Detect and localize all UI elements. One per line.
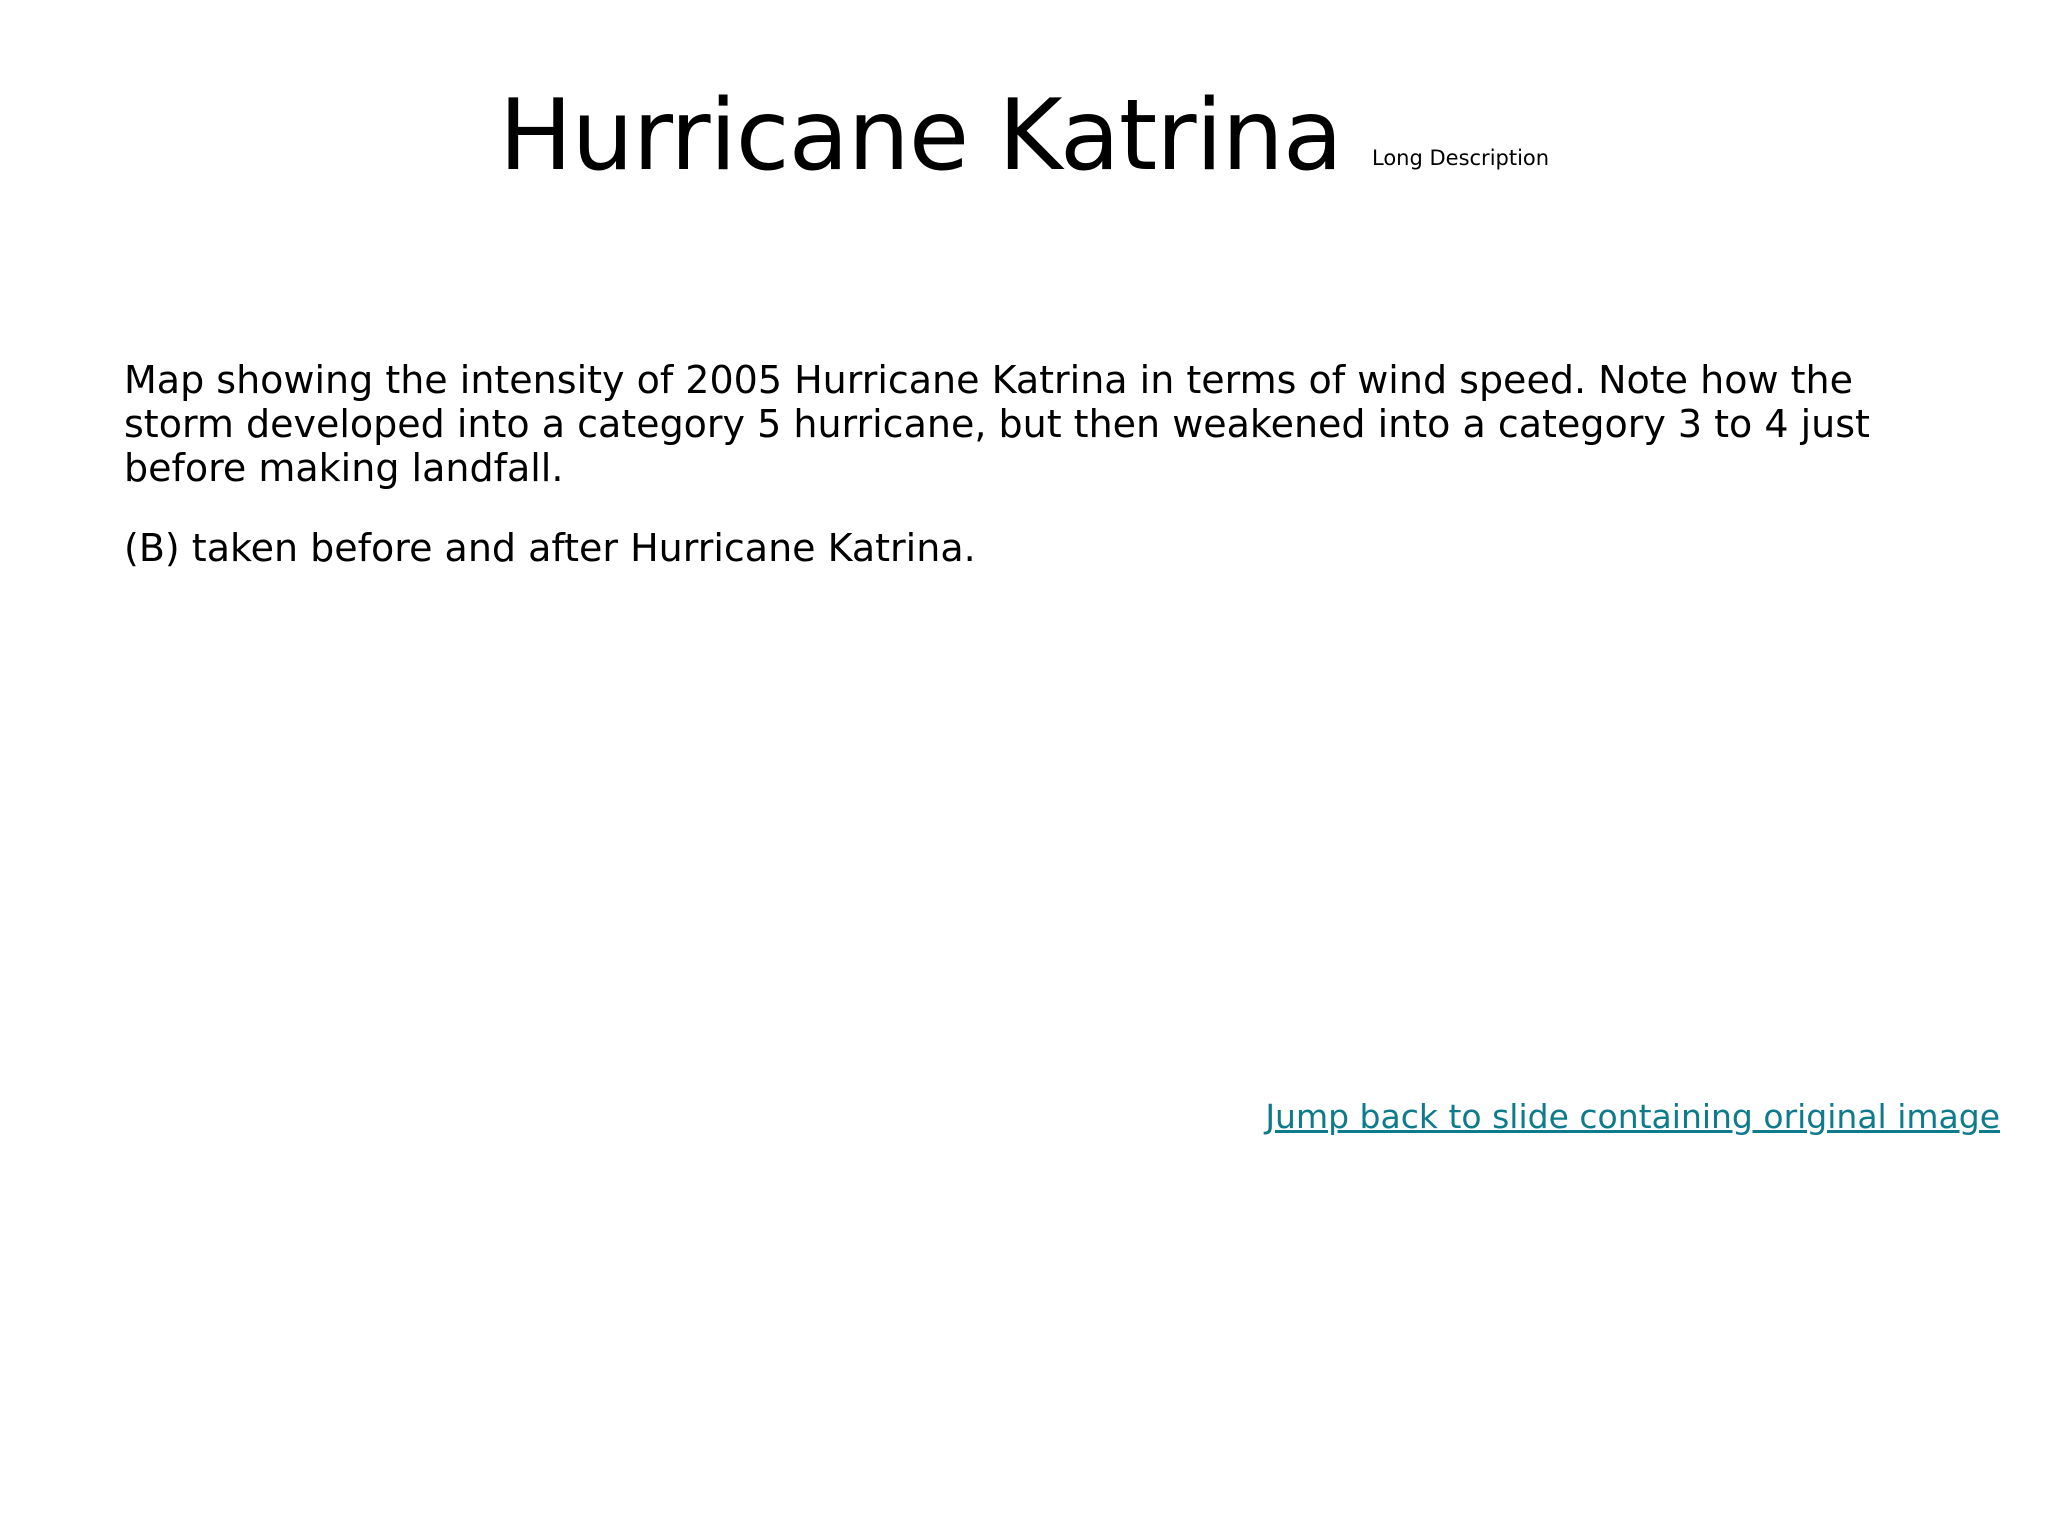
description-body <box>124 358 1914 606</box>
back-to-slide-link[interactable]: Jump back to slide containing original image <box>1265 1097 2000 1136</box>
title-row <box>0 78 2048 196</box>
page-title: Hurricane Katrina <box>498 79 1342 193</box>
description-paragraph: (B) taken before and after Hurricane Katrina. <box>124 526 976 570</box>
page-subtitle: Long Description <box>1371 146 1550 170</box>
description-paragraph: Map showing the intensity of 2005 Hurricane Katrina in terms of wind speed. Note how the storm developed into a category 5 hurricane, but then weakened into a category 3 to 4 just before making landfall. <box>124 358 1870 490</box>
